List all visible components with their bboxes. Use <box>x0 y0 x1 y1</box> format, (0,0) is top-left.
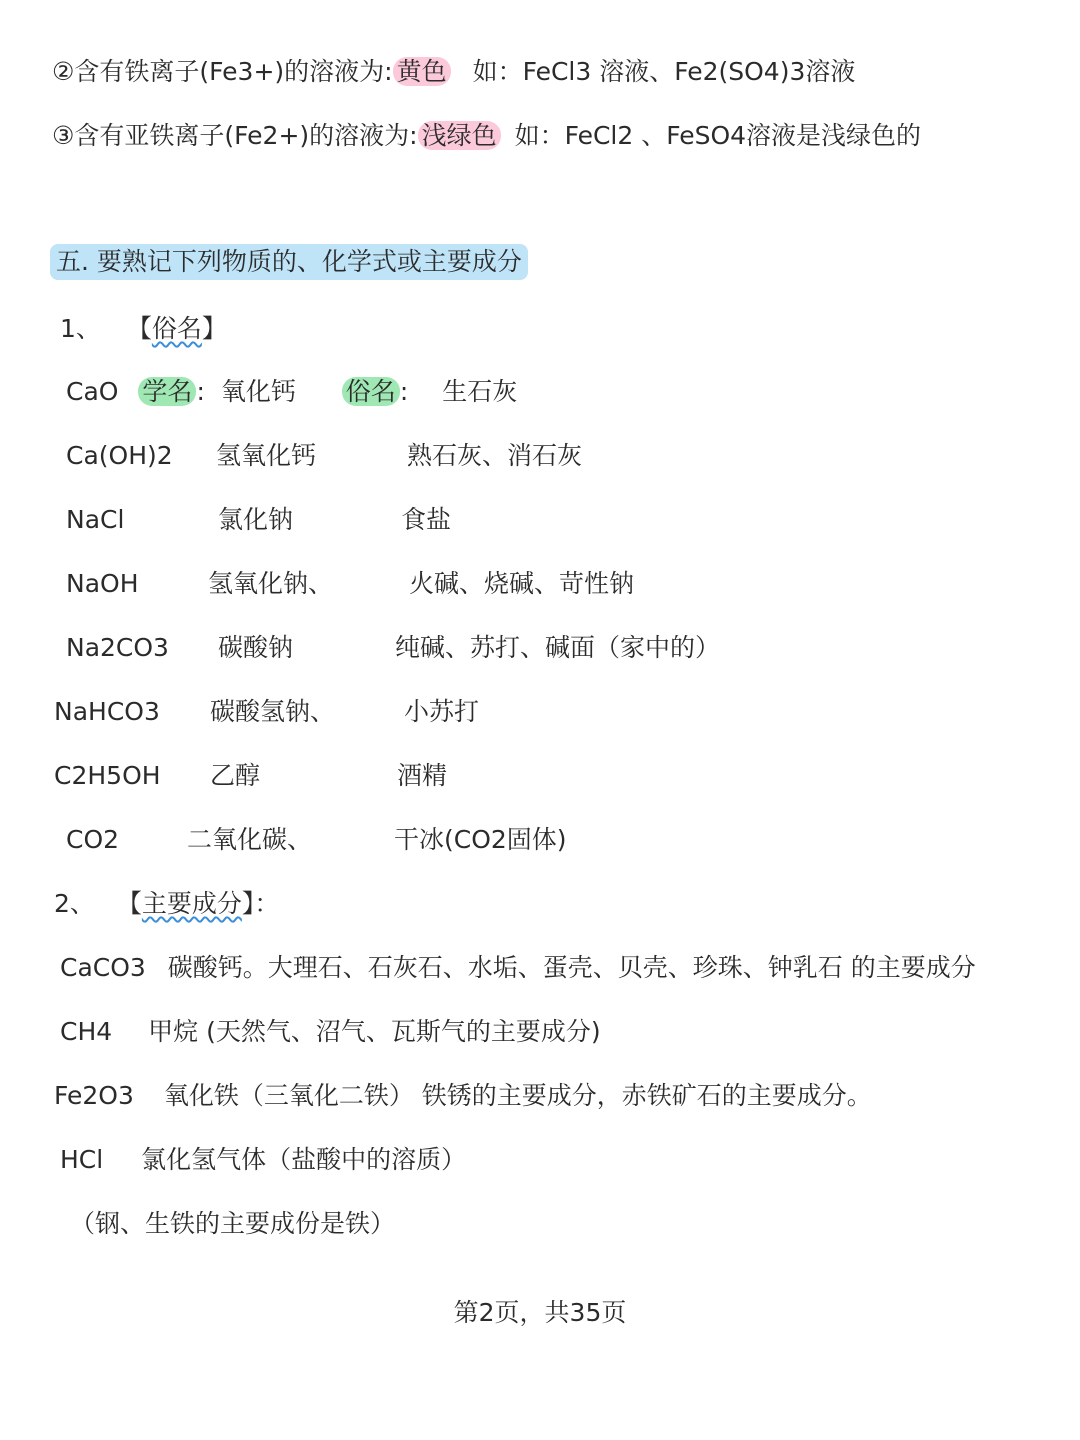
section-heading: 五. 要熟记下列物质的、化学式或主要成分 <box>50 244 528 280</box>
common-name-cell: 火碱、烧碱、苛性钠 <box>409 569 635 598</box>
common-name-label: 俗名 <box>342 377 400 406</box>
sci-name-label: 学名 <box>138 377 196 406</box>
label-colon: : <box>399 377 409 406</box>
common-name-cell: 干冰(CO2固体) <box>394 825 567 854</box>
common-name-cell: 熟石灰、消石灰 <box>407 441 583 470</box>
bracket-close: 】： <box>241 889 280 918</box>
sci-name-cell: 二氧化碳、 <box>187 825 313 854</box>
page-number: 第2页，共35页 <box>453 1298 627 1327</box>
sci-name-cell: 氢氧化钠、 <box>208 569 334 598</box>
common-name-cell: 纯碱、苏打、碱面（家中的） <box>395 633 721 662</box>
common-names-title <box>60 312 227 346</box>
component-description: 氯化氢气体（盐酸中的溶质） <box>141 1145 467 1174</box>
sci-name-cell: 碳酸氢钠、 <box>210 697 336 726</box>
bracket-open: 【 <box>116 889 142 918</box>
formula-cell: Ca(OH)2 <box>66 441 173 470</box>
common-names-label: 俗名 <box>151 314 202 343</box>
main-components-title <box>54 887 279 921</box>
sci-name-cell: 乙醇 <box>210 761 261 790</box>
component-item <box>54 1079 872 1113</box>
bracket-open: 【 <box>126 314 152 343</box>
main-components-label: 主要成分 <box>141 889 242 918</box>
formula-cell: NaOH <box>66 569 139 598</box>
component-item <box>60 951 976 985</box>
component-note: （钢、生铁的主要成份是铁） <box>70 1209 396 1238</box>
color-highlight-light-green: 浅绿色 <box>418 121 501 150</box>
ion-line-prefix: ②含有铁离子(Fe3+)的溶液为: <box>52 57 393 86</box>
formula-cell: C2H5OH <box>54 761 161 790</box>
sci-name-cell: 碳酸钠 <box>218 633 294 662</box>
list-number: 1、 <box>60 314 101 343</box>
formula-cell: Fe2O3 <box>54 1081 134 1110</box>
common-name-cell: 小苏打 <box>404 697 480 726</box>
label-colon: : <box>196 377 205 406</box>
ion-line-example: 如：FeCl3 溶液、Fe2(SO4)3溶液 <box>472 57 856 86</box>
common-name-cell: 食盐 <box>401 505 452 534</box>
ion-color-line-fe3 <box>52 55 855 89</box>
ion-line-prefix: ③含有亚铁离子(Fe2+)的溶液为: <box>52 121 418 150</box>
common-name-cell: 酒精 <box>397 761 448 790</box>
formula-cell: CaCO3 <box>60 953 146 982</box>
bracket-close: 】 <box>201 314 227 343</box>
common-names-header-row <box>66 375 517 409</box>
component-description: 碳酸钙。大理石、石灰石、水垢、蛋壳、贝壳、珍珠、钟乳石 的主要成分 <box>167 953 976 982</box>
sci-name-cell: 氯化钠 <box>218 505 294 534</box>
formula-cell: NaHCO3 <box>54 697 160 726</box>
ion-color-line-fe2 <box>52 119 921 153</box>
formula-cell: CH4 <box>60 1017 113 1046</box>
ion-line-example: 如：FeCl2 、FeSO4溶液是浅绿色的 <box>514 121 922 150</box>
component-item <box>60 1015 601 1049</box>
list-number: 2、 <box>54 889 95 918</box>
component-item <box>60 1143 466 1177</box>
formula-cell: HCl <box>60 1145 104 1174</box>
component-description: 甲烷 (天然气、沼气、瓦斯气的主要成分) <box>148 1017 601 1046</box>
formula-cell: Na2CO3 <box>66 633 169 662</box>
common-name-cell: 生石灰 <box>442 377 518 406</box>
color-highlight-yellow: 黄色 <box>393 57 451 86</box>
sci-name-cell: 氧化钙 <box>220 377 296 406</box>
formula-cell: CaO <box>66 377 119 406</box>
formula-cell: CO2 <box>66 825 120 854</box>
formula-cell: NaCl <box>66 505 125 534</box>
component-description: 氧化铁（三氧化二铁） 铁锈的主要成分，赤铁矿石的主要成分。 <box>163 1081 872 1110</box>
sci-name-cell: 氢氧化钙 <box>216 441 317 470</box>
